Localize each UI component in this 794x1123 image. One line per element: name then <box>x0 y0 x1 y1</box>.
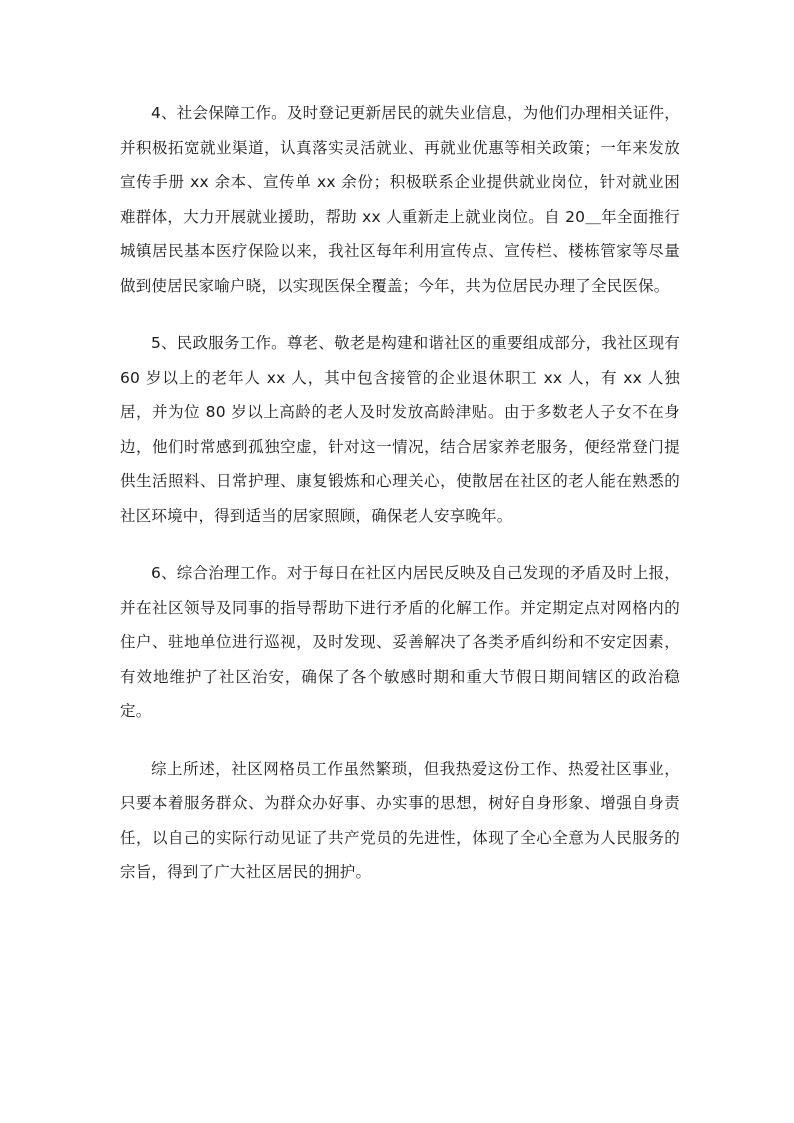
document-page <box>120 96 680 918</box>
paragraph-civil-affairs: 5、民政服务工作。尊老、敬老是构建和谐社区的重要组成部分，我社区现有 60 岁以上的老年人 xx 人，其中包含接管的企业退休职工 xx 人，有 xx 人独居，并为位 80 岁以上高龄的老人及时发放高龄津贴。由于多数老人子女不在身边，他们时常感到孤独空虚，针对这一情况，结合居家养老服务，便经常登门提供生活照料、日常护理、康复锻炼和心理关心，使散居在社区的老人能在熟悉的社区环境中，得到适当的居家照顾，确保老人安享晚年。 <box>120 334 680 525</box>
paragraph-social-security: 4、社会保障工作。及时登记更新居民的就失业信息，为他们办理相关证件，并积极拓宽就业渠道，认真落实灵活就业、再就业优惠等相关政策；一年来发放宣传手册 xx 余本、宣传单 xx 余份；积极联系企业提供就业岗位，针对就业困难群体，大力开展就业援助，帮助 xx 人重新走上就业岗位。自 20＿年全面推行城镇居民基本医疗保险以来，我社区每年利用宣传点、宣传栏、楼栋管家等尽量做到使居民家喻户晓，以实现医保全覆盖；今年，共为位居民办理了全民医保。 <box>120 104 680 295</box>
paragraph-comprehensive-governance: 6、综合治理工作。对于每日在社区内居民反映及自己发现的矛盾及时上报，并在社区领导及同事的指导帮助下进行矛盾的化解工作。并定期定点对网格内的住户、驻地单位进行巡视，及时发现、妥善解决了各类矛盾纠纷和不安定因素，有效地维护了社区治安，确保了各个敏感时期和重大节假日期间辖区的政治稳定。 <box>120 564 680 720</box>
paragraph-summary: 综上所述，社区网格员工作虽然繁琐，但我热爱这份工作、热爱社区事业，只要本着服务群众、为群众办好事、办实事的思想，树好自身形象、增强自身责任，以自己的实际行动见证了共产党员的先进性，体现了全心全意为人民服务的宗旨，得到了广大社区居民的拥护。 <box>120 759 680 881</box>
